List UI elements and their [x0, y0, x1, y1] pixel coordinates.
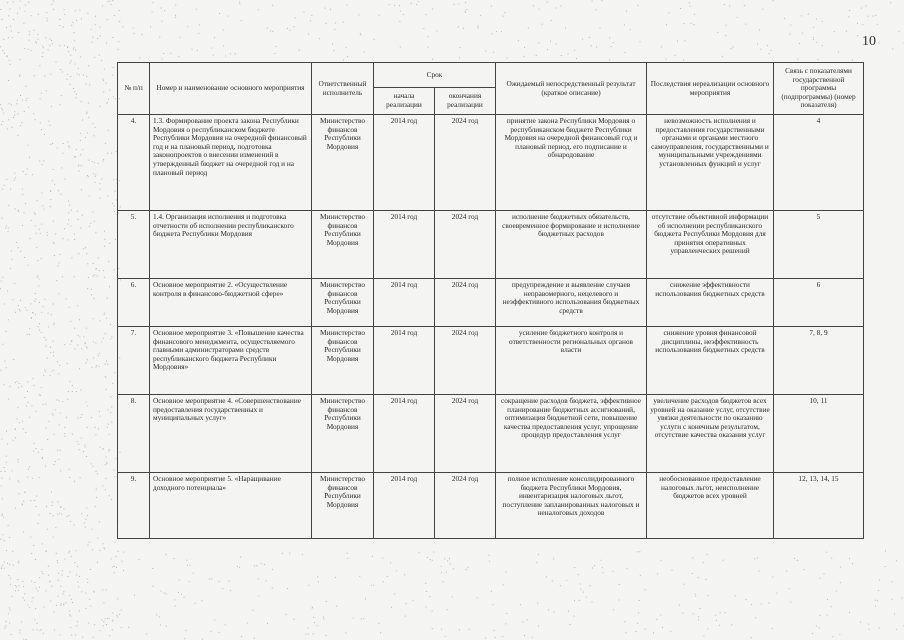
table-row: [118, 327, 864, 395]
header-term: Срок: [374, 63, 496, 88]
row-link: 10, 11: [774, 395, 864, 473]
row-name: Основное мероприятие 5. «Наращивание доходного потенциала»: [150, 473, 312, 539]
row-consequences: увеличение расходов бюджетов всех уровней на оказание услуг, отсутствие увязки деятельности по оказанию услуги с конечным результатом, отсутствие качества оказания услуг: [647, 395, 774, 473]
row-num: 9.: [118, 473, 150, 539]
row-start: 2014 год: [374, 327, 435, 395]
row-name: Основное мероприятие 3. «Повышение качества финансового менеджмента, осуществляемого главными администраторами средств республиканского бюджета Республики Мордовия»: [150, 327, 312, 395]
row-start: 2014 год: [374, 211, 435, 279]
row-executor: Министерство финансов Республики Мордовия: [312, 115, 374, 211]
row-start: 2014 год: [374, 279, 435, 327]
row-result: принятие закона Республики Мордовия о республиканском бюджете Республики Мордовия на очередной финансовый год и плановый период, его подписание и обнародование: [496, 115, 647, 211]
row-end: 2024 год: [435, 211, 496, 279]
activities-table: [117, 62, 864, 539]
row-result: сокращение расходов бюджета, эффективное планирование бюджетных ассигнований, оптимизация бюджетной сети, повышение качества предоставления услуг, упрощение процедур предоставления услуг: [496, 395, 647, 473]
row-name: 1.3. Формирование проекта закона Республики Мордовия о республиканском бюджете Республики Мордовия на очередной финансовый год и на плановый период, подготовка законопроектов о внесении изменений в утвержденный бюджет на очередной год и на плановый период: [150, 115, 312, 211]
row-end: 2024 год: [435, 279, 496, 327]
row-num: 8.: [118, 395, 150, 473]
row-num: 5.: [118, 211, 150, 279]
table-row: [118, 211, 864, 279]
row-result: полное исполнение консолидированного бюджета Республики Мордовия, инвентаризация налоговых льгот, поступление запланированных налоговых и неналоговых доходов: [496, 473, 647, 539]
header-executor: Ответственный исполнитель: [312, 63, 374, 115]
row-start: 2014 год: [374, 395, 435, 473]
header-result: Ожидаемый непосредственный результат (краткое описание): [496, 63, 647, 115]
row-end: 2024 год: [435, 327, 496, 395]
header-link: Связь с показателями государственной программы (подпрограммы) (номер показателя): [774, 63, 864, 115]
row-executor: Министерство финансов Республики Мордовия: [312, 211, 374, 279]
row-consequences: необоснованное предоставление налоговых льгот, неисполнение бюджетов всех уровней: [647, 473, 774, 539]
header-num: № п/п: [118, 63, 150, 115]
row-link: 12, 13, 14, 15: [774, 473, 864, 539]
row-consequences: отсутствие объективной информации об исполнении республиканского бюджета Республики Мордовия для принятия оперативных управленческих решений: [647, 211, 774, 279]
row-executor: Министерство финансов Республики Мордовия: [312, 279, 374, 327]
row-name: 1.4. Организация исполнения и подготовка отчетности об исполнении республиканского бюджета Республики Мордовия: [150, 211, 312, 279]
row-link: 6: [774, 279, 864, 327]
row-result: исполнение бюджетных обязательств, своевременное формирование и исполнение бюджетных расходов: [496, 211, 647, 279]
header-name: Номер и наименование основного мероприятия: [150, 63, 312, 115]
row-executor: Министерство финансов Республики Мордовия: [312, 395, 374, 473]
row-end: 2024 год: [435, 395, 496, 473]
row-num: 6.: [118, 279, 150, 327]
row-result: предупреждение и выявление случаев неправомерного, нецелевого и неэффективного использования бюджетных средств: [496, 279, 647, 327]
row-start: 2014 год: [374, 473, 435, 539]
table-row: [118, 395, 864, 473]
row-link: 4: [774, 115, 864, 211]
table-row: [118, 279, 864, 327]
row-executor: Министерство финансов Республики Мордовия: [312, 327, 374, 395]
table-row: [118, 115, 864, 211]
row-result: усиление бюджетного контроля и ответственности региональных органов власти: [496, 327, 647, 395]
row-executor: Министерство финансов Республики Мордовия: [312, 473, 374, 539]
row-name: Основное мероприятие 4. «Совершенствование предоставления государственных и муниципальных услуг»: [150, 395, 312, 473]
row-consequences: снижение уровня финансовой дисциплины, неэффективность использования бюджетных средств: [647, 327, 774, 395]
table-row: [118, 473, 864, 539]
header-term-start: начала реализации: [374, 88, 435, 115]
row-consequences: невозможность исполнения и предоставления государственными органами и органами местного самоуправления, государственными и муниципальными учреждениями установленных функций и услуг: [647, 115, 774, 211]
row-num: 4.: [118, 115, 150, 211]
row-num: 7.: [118, 327, 150, 395]
row-end: 2024 год: [435, 473, 496, 539]
row-end: 2024 год: [435, 115, 496, 211]
row-link: 5: [774, 211, 864, 279]
header-term-end: окончания реализации: [435, 88, 496, 115]
row-link: 7, 8, 9: [774, 327, 864, 395]
row-consequences: снижение эффективности использования бюджетных средств: [647, 279, 774, 327]
header-consequences: Последствия нереализации основного мероприятия: [647, 63, 774, 115]
row-name: Основное мероприятие 2. «Осуществление контроля в финансово-бюджетной сфере»: [150, 279, 312, 327]
page-number: 10: [862, 34, 876, 49]
row-start: 2014 год: [374, 115, 435, 211]
